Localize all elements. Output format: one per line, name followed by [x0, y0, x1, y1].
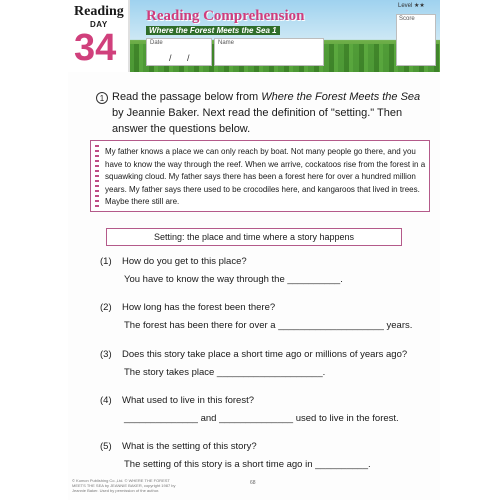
question-text: What is the setting of this story? [122, 441, 257, 452]
score-field[interactable] [396, 14, 436, 66]
date-slash: / [169, 53, 172, 63]
day-number: 34 [74, 27, 117, 69]
question-number: (3) [100, 349, 112, 360]
answer-line[interactable]: The setting of this story is a short time ago in __________. [124, 459, 371, 470]
header-banner [68, 0, 440, 72]
instructions-text [112, 89, 432, 137]
subject-label: Reading [74, 4, 124, 19]
instruction-number: 1 [96, 92, 108, 104]
instructions-suffix: by Jeannie Baker. Next read the definition of "setting." Then answer the questions below. [112, 107, 403, 135]
page-title: Reading Comprehension [146, 8, 305, 24]
answer-line[interactable]: The forest has been there for over a ____________________ years. [124, 320, 413, 331]
definition-box: Setting: the place and time where a story happens [106, 228, 402, 246]
page-number: 68 [250, 480, 256, 486]
question-4 [100, 395, 440, 424]
question-number: (1) [100, 256, 112, 267]
instructions-prefix: Read the passage below from [112, 91, 262, 103]
question-2 [100, 302, 440, 331]
date-field[interactable] [146, 38, 212, 66]
book-title: Where the Forest Meets the Sea [261, 91, 421, 103]
question-1 [100, 256, 440, 285]
day-tab [68, 0, 130, 72]
question-text: Does this story take place a short time ago or millions of years ago? [122, 349, 408, 360]
level-indicator: Level ★★ [398, 3, 425, 9]
question-text: How do you get to this place? [122, 256, 247, 267]
question-text: What used to live in this forest? [122, 395, 255, 406]
score-label: Score [399, 16, 415, 22]
answer-line[interactable]: You have to know the way through the __________. [124, 274, 343, 285]
answer-line[interactable]: The story takes place ____________________. [124, 367, 326, 378]
date-slash: / [187, 53, 190, 63]
passage-box [90, 140, 430, 212]
question-3 [100, 349, 440, 378]
question-number: (2) [100, 302, 112, 313]
question-number: (4) [100, 395, 112, 406]
passage-text: My father knows a place we can only reach by boat. Not many people go there, and you have to know the way through the reef. When we arrive, cockatoos rise from the forest in a squawking cloud. My father says there has been a forest here for over a hundred million years. My father says there used to be crocodiles here, and kangaroos that lived in trees. Maybe there still are. [105, 147, 426, 207]
day-label: DAY [90, 20, 108, 29]
question-text: How long has the forest been there? [122, 302, 276, 313]
date-label: Date [150, 40, 163, 46]
page-subtitle: Where the Forest Meets the Sea 1 [146, 26, 280, 35]
question-5 [100, 441, 440, 470]
answer-line[interactable]: ______________ and ______________ used to live in the forest. [124, 413, 399, 424]
name-field[interactable] [214, 38, 324, 66]
question-number: (5) [100, 441, 112, 452]
name-label: Name [218, 40, 235, 46]
worksheet-page [68, 0, 440, 500]
passage-border-dots [95, 145, 99, 209]
copyright-notice: © Kumon Publishing Co.,Ltd. © WHERE THE FOREST MEETS THE SEA by JEANNIE BAKER, copyright 1987 by Jeannie Baker. Used by permission of the author. [72, 478, 176, 493]
